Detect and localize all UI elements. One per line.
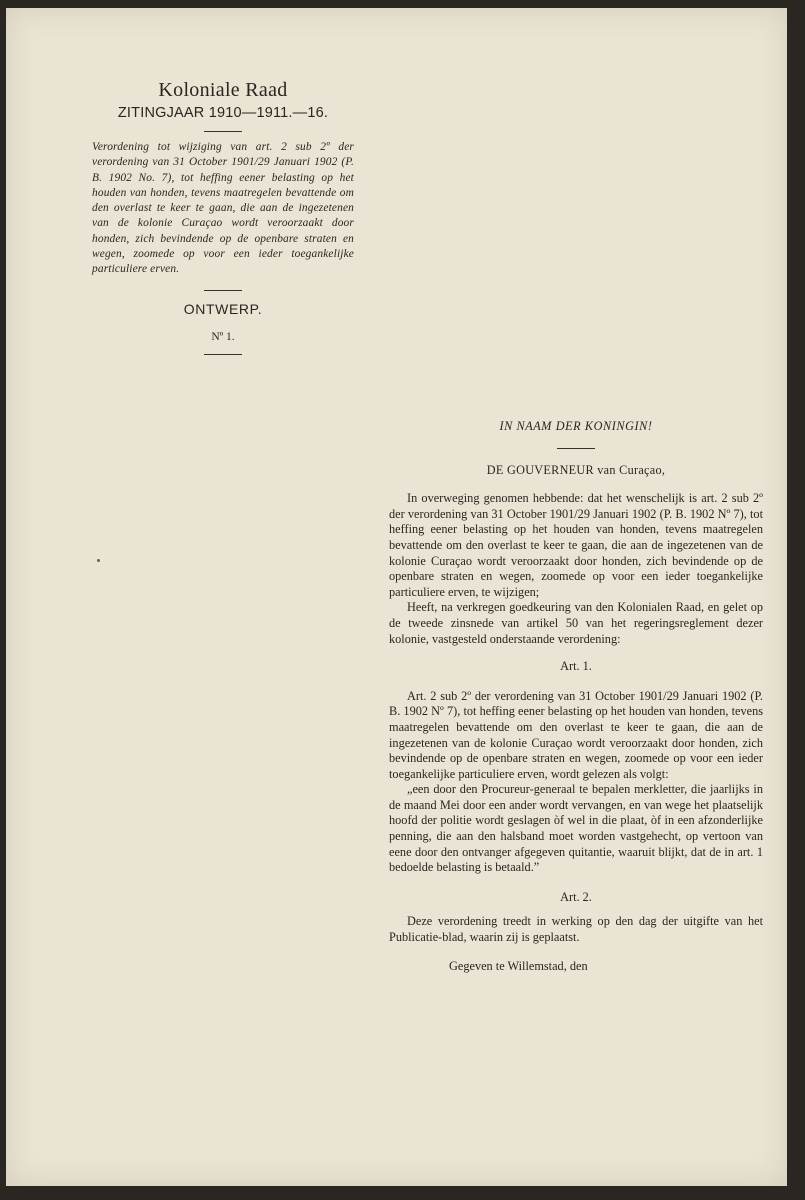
speck (97, 559, 100, 562)
session-year: ZITINGJAAR 1910—1911.—16. (117, 105, 329, 121)
divider (204, 290, 242, 291)
ordinance-description: Verordening tot wijziging van art. 2 sub 2º der verordening van 31 October 1901/29 Januari 1902 (P. B. 1902 No. 7), tot heffing eener belasting op het houden van honden, tevens maatregelen bevattende om den overlast te keer te gaan, die aan de ingezetenen van de kolonie Curaçao wordt veroorzaakt door honden, zich bevindende op de openbare straten en wegen, zoomede op voor een ieder toegankelijke particuliere erven. (92, 141, 354, 276)
article-2-text: Deze verordening treedt in werking op den dag der uitgifte van het Publicatie-blad, waarin zij is geplaatst. (389, 914, 763, 945)
article-1-title: Art. 1. (560, 659, 592, 674)
article-1-quote: „een door den Procureur-generaal te bepalen merkletter, die jaarlijks in de maand Mei door een ander wordt vervangen, en van wege het plaatselijk hoofd der politie wordt geslagen òf wel in die plaat, òf in een afzonderlijke penning, die aan den halsband moet worden vastgehecht, op vertoon van eene door den ontvanger afgegeven quitantie, waaruit blijkt, dat de in art. 1 bedoelde belasting is betaald.” (389, 782, 763, 875)
document-title: Koloniale Raad (158, 79, 288, 101)
draft-number: Nº 1. (211, 330, 235, 343)
in-name-heading: IN NAAM DER KONINGIN! (499, 419, 653, 433)
article-2-title: Art. 2. (560, 889, 592, 904)
document-page (6, 8, 787, 1186)
draft-label: ONTWERP. (183, 300, 263, 317)
considering-paragraph: In overweging genomen hebbende: dat het wenschelijk is art. 2 sub 2º der verordening van 31 October 1901/29 Januari 1902 (P. B. 1902 Nº 7), tot heffing eener belasting op het houden van honden, tevens maatregelen bevattende om den overlast te keer te gaan, die aan de ingezetenen van de kolonie Curaçao wordt veroorzaakt door honden, zich bevindende op de openbare straten en wegen, zoomede op voor een ieder toegankelijke particuliere erven, te wijzigen; (389, 491, 763, 599)
divider (557, 448, 595, 449)
governor-heading: DE GOUVERNEUR van Curaçao, (486, 462, 666, 477)
divider (204, 131, 242, 132)
left-column (92, 74, 354, 355)
enacted-paragraph: Heeft, na verkregen goedkeuring van den Kolonialen Raad, en gelet op de tweede zinsnede van artikel 50 van het regeringsreglement dezer kolonie, vastgesteld onderstaande verordening: (389, 600, 763, 646)
given-at-line: Gegeven te Willemstad, den (449, 958, 588, 973)
ordinance-body (389, 419, 763, 974)
divider (204, 354, 242, 355)
article-1-text: Art. 2 sub 2º der verordening van 31 October 1901/29 Januari 1902 (P. B. 1902 Nº 7), tot heffing eener belasting op het houden van honden, tevens maatregelen bevattende om den overlast te keer te gaan, die aan de ingezetenen van de kolonie Curaçao wordt veroorzaakt door honden, zich bevindende op de openbare straten en wegen, zoomede op voor een ieder toegankelijke particuliere erven, wordt gelezen als volgt: (389, 688, 763, 781)
